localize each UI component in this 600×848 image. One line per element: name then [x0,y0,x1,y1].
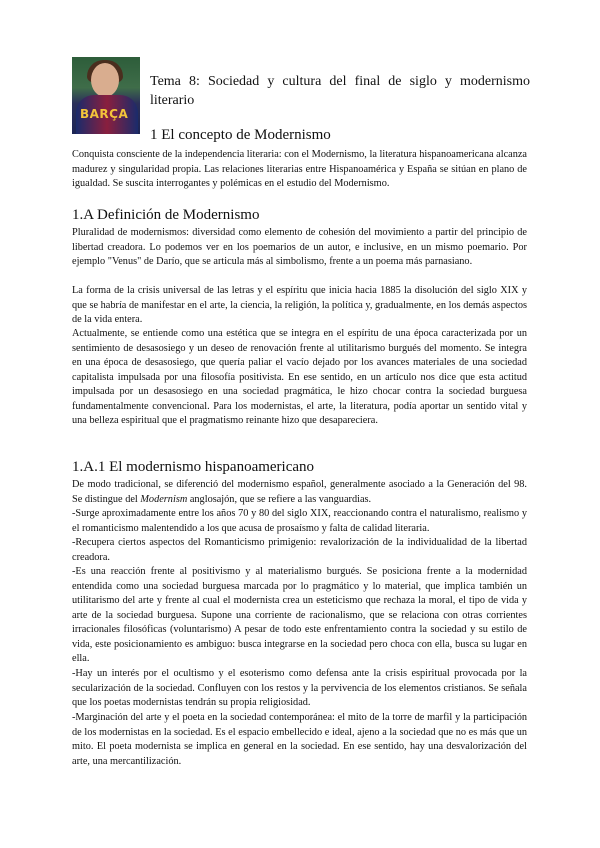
paragraph-modo-tradicional [72,478,527,507]
paragraph-concepto: Conquista consciente de la independencia literaria: con el Modernismo, la literatura hispanoamericana alcanza madurez y singularidad propia. Las relaciones literarias entre Hispanoamérica y España se sitúan en plano de igualdad. Se suscita interrogantes y polémicas en el estudio del Modernismo. [72,149,527,189]
italic-term: Modernism [140,493,188,505]
paragraph-actualmente: Actualmente, se entiende como una estética que se integra en el espíritu de una época caracterizada por un sentimiento de desasosiego y un deseo de renovación frente al utilitarismo burgués del momento. Se integra en una época de desasosiego, que quería paliar el vacío dejado por los avances materiales de una sociedad capitalista impulsada por una filosofía positivista. En ese sentido, en un artículo nos dice que esta actitud impulsada por un desasosiego en una sociedad pragmática, le hizo chocar contra la sociedad burguesa fundamentalmente convencional. Para los modernistas, el arte, la literatura, podía aportar un sentido vital y una belleza espiritual que el pragmatismo reinante hizo que desapareciera. [72,328,527,426]
section-heading-hispanoamericano: 1.A.1 El modernismo hispanoamericano [72,459,315,475]
paragraph-pluralidad: Pluralidad de modernismos: diversidad como elemento de cohesión del movimiento a partir del principio de libertad creadora. Lo podemos ver en los poemarios de un autor, e inclusive, en un mismo poemario. Por ejemplo "Venus" de Darío, que se articula más al simbolismo, frente a un poema más parnasiano. [72,227,527,267]
paragraph-text: anglosajón, que se refiere a las vanguardias. [187,493,372,505]
paragraph-ocultismo: -Hay un interés por el ocultismo y el esoterismo como defensa ante la crisis espiritual provocada por la secularización de la sociedad. Confluyen con los restos y la pervivencia de los elementos cristianos. Se señala que los poetas modernistas tendrán su propia religiosidad. [72,668,527,708]
paragraph-recupera: -Recupera ciertos aspectos del Romanticismo primigenio: revalorización de la individualidad de la libertad creadora. [72,537,527,563]
section-heading-definicion: 1.A Definición de Modernismo [72,207,260,223]
paragraph-marginacion: -Marginación del arte y el poeta en la sociedad contemporánea: el mito de la torre de marfil y la participación de los modernistas en la sociedad. Es el espacio embellecido e ideal, ajeno a la sociedad que no es más que un mito. El poeta modernista se implica en general en la sociedad. En ese sentido, hay una desvalorización del arte, una mercantilización. [72,712,527,767]
page-title: Tema 8: Sociedad y cultura del final de siglo y modernismo literario [150,74,530,108]
paragraph-surge: -Surge aproximadamente entre los años 70 y 80 del siglo XIX, reaccionando contra el naturalismo, realismo y el romanticismo malentendido a los que acusa de prosaísmo y falta de calidad literaria. [72,508,527,534]
paragraph-text: De modo tradicional, se diferenció del modernismo español, generalmente asociado a la Generación del 98. Se distingue del [72,479,527,505]
paragraph-reaccion: -Es una reacción frente al positivismo y al materialismo burgués. Se posiciona frente a la modernidad entendida como una sociedad burguesa marcada por lo pragmático y lo material, que implica también un utilitarismo del arte y frente al cual el modernista crea un esteticismo que rechaza la moral, el tipo de vida y arte de la sociedad burguesa. Supone una corriente de racionalismo, que se relaciona con otras corrientes irracionales filosóficas (voluntarismo) A pesar de todo este enfrentamiento contra la sociedad y su estilo de vida, este posicionamiento es ambiguo: busca integrarse en la sociedad pero choca con ella, busca su lugar en ella. [72,566,527,664]
photo-face [91,63,119,97]
paragraph-crisis: La forma de la crisis universal de las letras y el espíritu que inicia hacia 1885 la disolución del siglo XIX y que se habría de manifestar en el arte, la ciencia, la religión, la política y, gradualmente, en los demás aspectos de la vida entera. [72,285,527,325]
section-heading-concepto: 1 El concepto de Modernismo [150,127,331,143]
photo-shirt-logo: BARÇA [80,107,129,121]
author-photo [72,57,140,134]
